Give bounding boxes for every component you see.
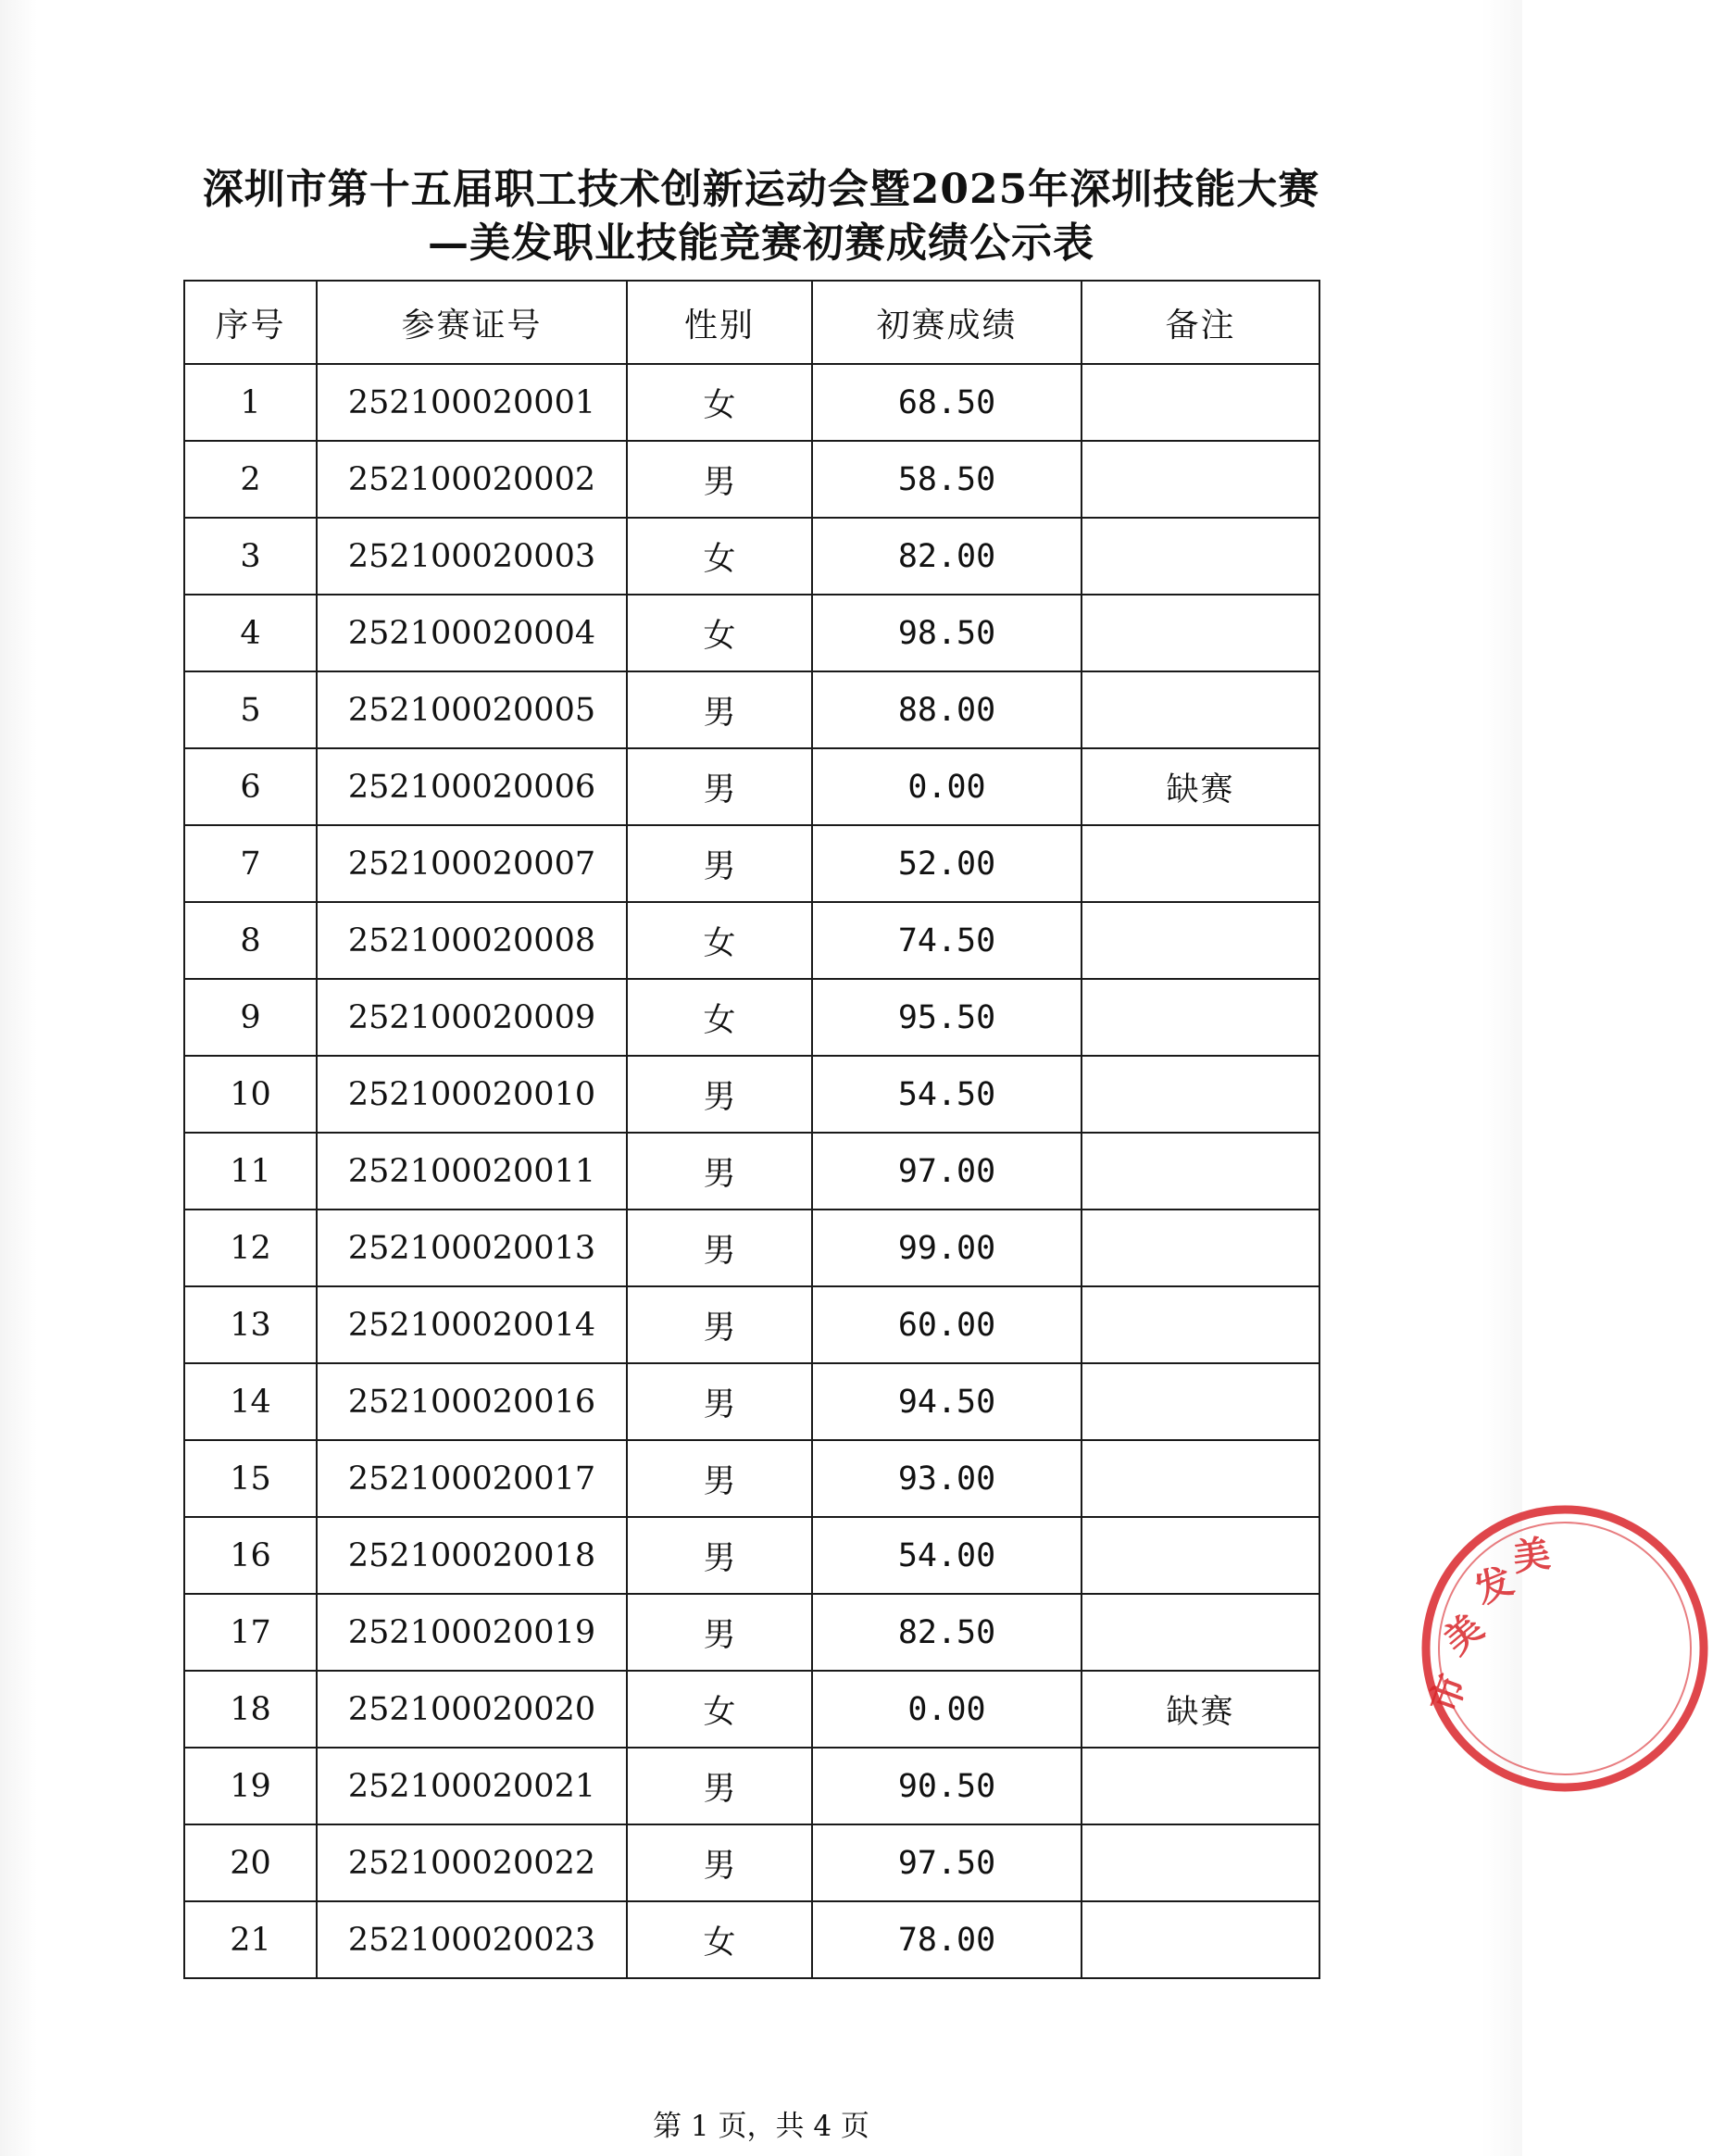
header-score: 初赛成绩 bbox=[812, 281, 1082, 364]
seal-char-4: 美 bbox=[1509, 1532, 1554, 1580]
cell-score: 94.50 bbox=[812, 1363, 1082, 1440]
cell-seq: 10 bbox=[184, 1056, 317, 1133]
cell-cert-no: 252100020004 bbox=[317, 595, 627, 671]
cell-seq: 18 bbox=[184, 1671, 317, 1748]
cell-gender: 男 bbox=[627, 1748, 812, 1824]
seal-char-1: 市 bbox=[1422, 1669, 1476, 1719]
cell-note: 缺赛 bbox=[1082, 1671, 1319, 1748]
cell-gender: 女 bbox=[627, 364, 812, 441]
cell-seq: 21 bbox=[184, 1901, 317, 1978]
cell-score: 98.50 bbox=[812, 595, 1082, 671]
document-title-line1: 深圳市第十五届职工技术创新运动会暨2025年深圳技能大赛 bbox=[202, 166, 1320, 213]
table-row bbox=[184, 1056, 1319, 1133]
cell-cert-no: 252100020021 bbox=[317, 1748, 627, 1824]
cell-note bbox=[1082, 1056, 1319, 1133]
cell-score: 54.00 bbox=[812, 1517, 1082, 1594]
cell-seq: 7 bbox=[184, 825, 317, 902]
table-row bbox=[184, 902, 1319, 979]
cell-cert-no: 252100020010 bbox=[317, 1056, 627, 1133]
cell-score: 54.50 bbox=[812, 1056, 1082, 1133]
cell-gender: 男 bbox=[627, 1133, 812, 1210]
table-row bbox=[184, 1210, 1319, 1286]
cell-gender: 男 bbox=[627, 748, 812, 825]
cell-gender: 男 bbox=[627, 1517, 812, 1594]
cell-note bbox=[1082, 1286, 1319, 1363]
cell-note bbox=[1082, 1210, 1319, 1286]
cell-cert-no: 252100020003 bbox=[317, 518, 627, 595]
cell-score: 0.00 bbox=[812, 1671, 1082, 1748]
table-row bbox=[184, 595, 1319, 671]
cell-note bbox=[1082, 671, 1319, 748]
cell-note bbox=[1082, 441, 1319, 518]
table-row bbox=[184, 1363, 1319, 1440]
cell-score: 93.00 bbox=[812, 1440, 1082, 1517]
cell-score: 60.00 bbox=[812, 1286, 1082, 1363]
table-row bbox=[184, 1440, 1319, 1517]
cell-cert-no: 252100020017 bbox=[317, 1440, 627, 1517]
cell-note bbox=[1082, 1594, 1319, 1671]
seal-char-2: 美 bbox=[1435, 1606, 1493, 1663]
cell-score: 99.00 bbox=[812, 1210, 1082, 1286]
cell-note bbox=[1082, 902, 1319, 979]
cell-gender: 女 bbox=[627, 979, 812, 1056]
cell-score: 78.00 bbox=[812, 1901, 1082, 1978]
cell-score: 97.50 bbox=[812, 1824, 1082, 1901]
cell-seq: 13 bbox=[184, 1286, 317, 1363]
table-row bbox=[184, 1594, 1319, 1671]
cell-gender: 男 bbox=[627, 1594, 812, 1671]
cell-score: 82.00 bbox=[812, 518, 1082, 595]
cell-gender: 男 bbox=[627, 1440, 812, 1517]
cell-note bbox=[1082, 595, 1319, 671]
document-title-line2: —美发职业技能竞赛初赛成绩公示表 bbox=[428, 219, 1094, 267]
cell-seq: 2 bbox=[184, 441, 317, 518]
cell-cert-no: 252100020023 bbox=[317, 1901, 627, 1978]
table-row bbox=[184, 748, 1319, 825]
cell-score: 95.50 bbox=[812, 979, 1082, 1056]
header-cert-no: 参赛证号 bbox=[317, 281, 627, 364]
cell-gender: 男 bbox=[627, 1286, 812, 1363]
cell-cert-no: 252100020014 bbox=[317, 1286, 627, 1363]
cell-score: 52.00 bbox=[812, 825, 1082, 902]
cell-seq: 17 bbox=[184, 1594, 317, 1671]
table-row bbox=[184, 979, 1319, 1056]
cell-score: 74.50 bbox=[812, 902, 1082, 979]
table-header-row bbox=[184, 281, 1319, 364]
cell-seq: 9 bbox=[184, 979, 317, 1056]
cell-seq: 6 bbox=[184, 748, 317, 825]
cell-seq: 19 bbox=[184, 1748, 317, 1824]
cell-seq: 5 bbox=[184, 671, 317, 748]
cell-seq: 16 bbox=[184, 1517, 317, 1594]
seal-graphic bbox=[1417, 1500, 1713, 1797]
official-seal bbox=[1417, 1500, 1554, 1797]
cell-gender: 男 bbox=[627, 1363, 812, 1440]
table-row bbox=[184, 1901, 1319, 1978]
cell-note bbox=[1082, 518, 1319, 595]
cell-cert-no: 252100020016 bbox=[317, 1363, 627, 1440]
cell-cert-no: 252100020011 bbox=[317, 1133, 627, 1210]
header-note: 备注 bbox=[1082, 281, 1319, 364]
table-row bbox=[184, 441, 1319, 518]
cell-cert-no: 252100020020 bbox=[317, 1671, 627, 1748]
cell-cert-no: 252100020008 bbox=[317, 902, 627, 979]
table-row bbox=[184, 1517, 1319, 1594]
page-footer: 第 1 页，共 4 页 bbox=[653, 2110, 869, 2143]
table-row bbox=[184, 1748, 1319, 1824]
cell-seq: 1 bbox=[184, 364, 317, 441]
cell-score: 58.50 bbox=[812, 441, 1082, 518]
cell-seq: 8 bbox=[184, 902, 317, 979]
cell-seq: 12 bbox=[184, 1210, 317, 1286]
score-table bbox=[183, 280, 1320, 1979]
cell-note bbox=[1082, 1824, 1319, 1901]
cell-note bbox=[1082, 364, 1319, 441]
cell-score: 97.00 bbox=[812, 1133, 1082, 1210]
cell-gender: 女 bbox=[627, 1901, 812, 1978]
cell-seq: 4 bbox=[184, 595, 317, 671]
cell-gender: 男 bbox=[627, 1056, 812, 1133]
cell-cert-no: 252100020018 bbox=[317, 1517, 627, 1594]
cell-note bbox=[1082, 1440, 1319, 1517]
table-row bbox=[184, 1824, 1319, 1901]
table-row bbox=[184, 1671, 1319, 1748]
table-row bbox=[184, 1286, 1319, 1363]
cell-score: 0.00 bbox=[812, 748, 1082, 825]
cell-note bbox=[1082, 1363, 1319, 1440]
cell-gender: 男 bbox=[627, 1824, 812, 1901]
cell-note bbox=[1082, 1517, 1319, 1594]
cell-seq: 11 bbox=[184, 1133, 317, 1210]
table-row bbox=[184, 825, 1319, 902]
cell-gender: 男 bbox=[627, 441, 812, 518]
cell-cert-no: 252100020006 bbox=[317, 748, 627, 825]
cell-score: 90.50 bbox=[812, 1748, 1082, 1824]
table-row bbox=[184, 364, 1319, 441]
cell-cert-no: 252100020002 bbox=[317, 441, 627, 518]
table-row bbox=[184, 518, 1319, 595]
cell-seq: 14 bbox=[184, 1363, 317, 1440]
cell-cert-no: 252100020009 bbox=[317, 979, 627, 1056]
cell-cert-no: 252100020022 bbox=[317, 1824, 627, 1901]
cell-cert-no: 252100020019 bbox=[317, 1594, 627, 1671]
cell-note: 缺赛 bbox=[1082, 748, 1319, 825]
cell-gender: 女 bbox=[627, 595, 812, 671]
cell-seq: 3 bbox=[184, 518, 317, 595]
table-row bbox=[184, 671, 1319, 748]
cell-gender: 男 bbox=[627, 671, 812, 748]
cell-note bbox=[1082, 1901, 1319, 1978]
cell-note bbox=[1082, 979, 1319, 1056]
cell-seq: 20 bbox=[184, 1824, 317, 1901]
cell-cert-no: 252100020005 bbox=[317, 671, 627, 748]
cell-gender: 女 bbox=[627, 902, 812, 979]
cell-gender: 男 bbox=[627, 1210, 812, 1286]
cell-gender: 女 bbox=[627, 1671, 812, 1748]
table-row bbox=[184, 1133, 1319, 1210]
cell-note bbox=[1082, 825, 1319, 902]
cell-note bbox=[1082, 1133, 1319, 1210]
seal-char-3: 发 bbox=[1469, 1559, 1519, 1613]
header-seq: 序号 bbox=[184, 281, 317, 364]
cell-cert-no: 252100020007 bbox=[317, 825, 627, 902]
cell-gender: 女 bbox=[627, 518, 812, 595]
cell-score: 82.50 bbox=[812, 1594, 1082, 1671]
cell-seq: 15 bbox=[184, 1440, 317, 1517]
header-gender: 性别 bbox=[627, 281, 812, 364]
cell-cert-no: 252100020013 bbox=[317, 1210, 627, 1286]
cell-score: 88.00 bbox=[812, 671, 1082, 748]
cell-note bbox=[1082, 1748, 1319, 1824]
cell-cert-no: 252100020001 bbox=[317, 364, 627, 441]
cell-gender: 男 bbox=[627, 825, 812, 902]
cell-score: 68.50 bbox=[812, 364, 1082, 441]
